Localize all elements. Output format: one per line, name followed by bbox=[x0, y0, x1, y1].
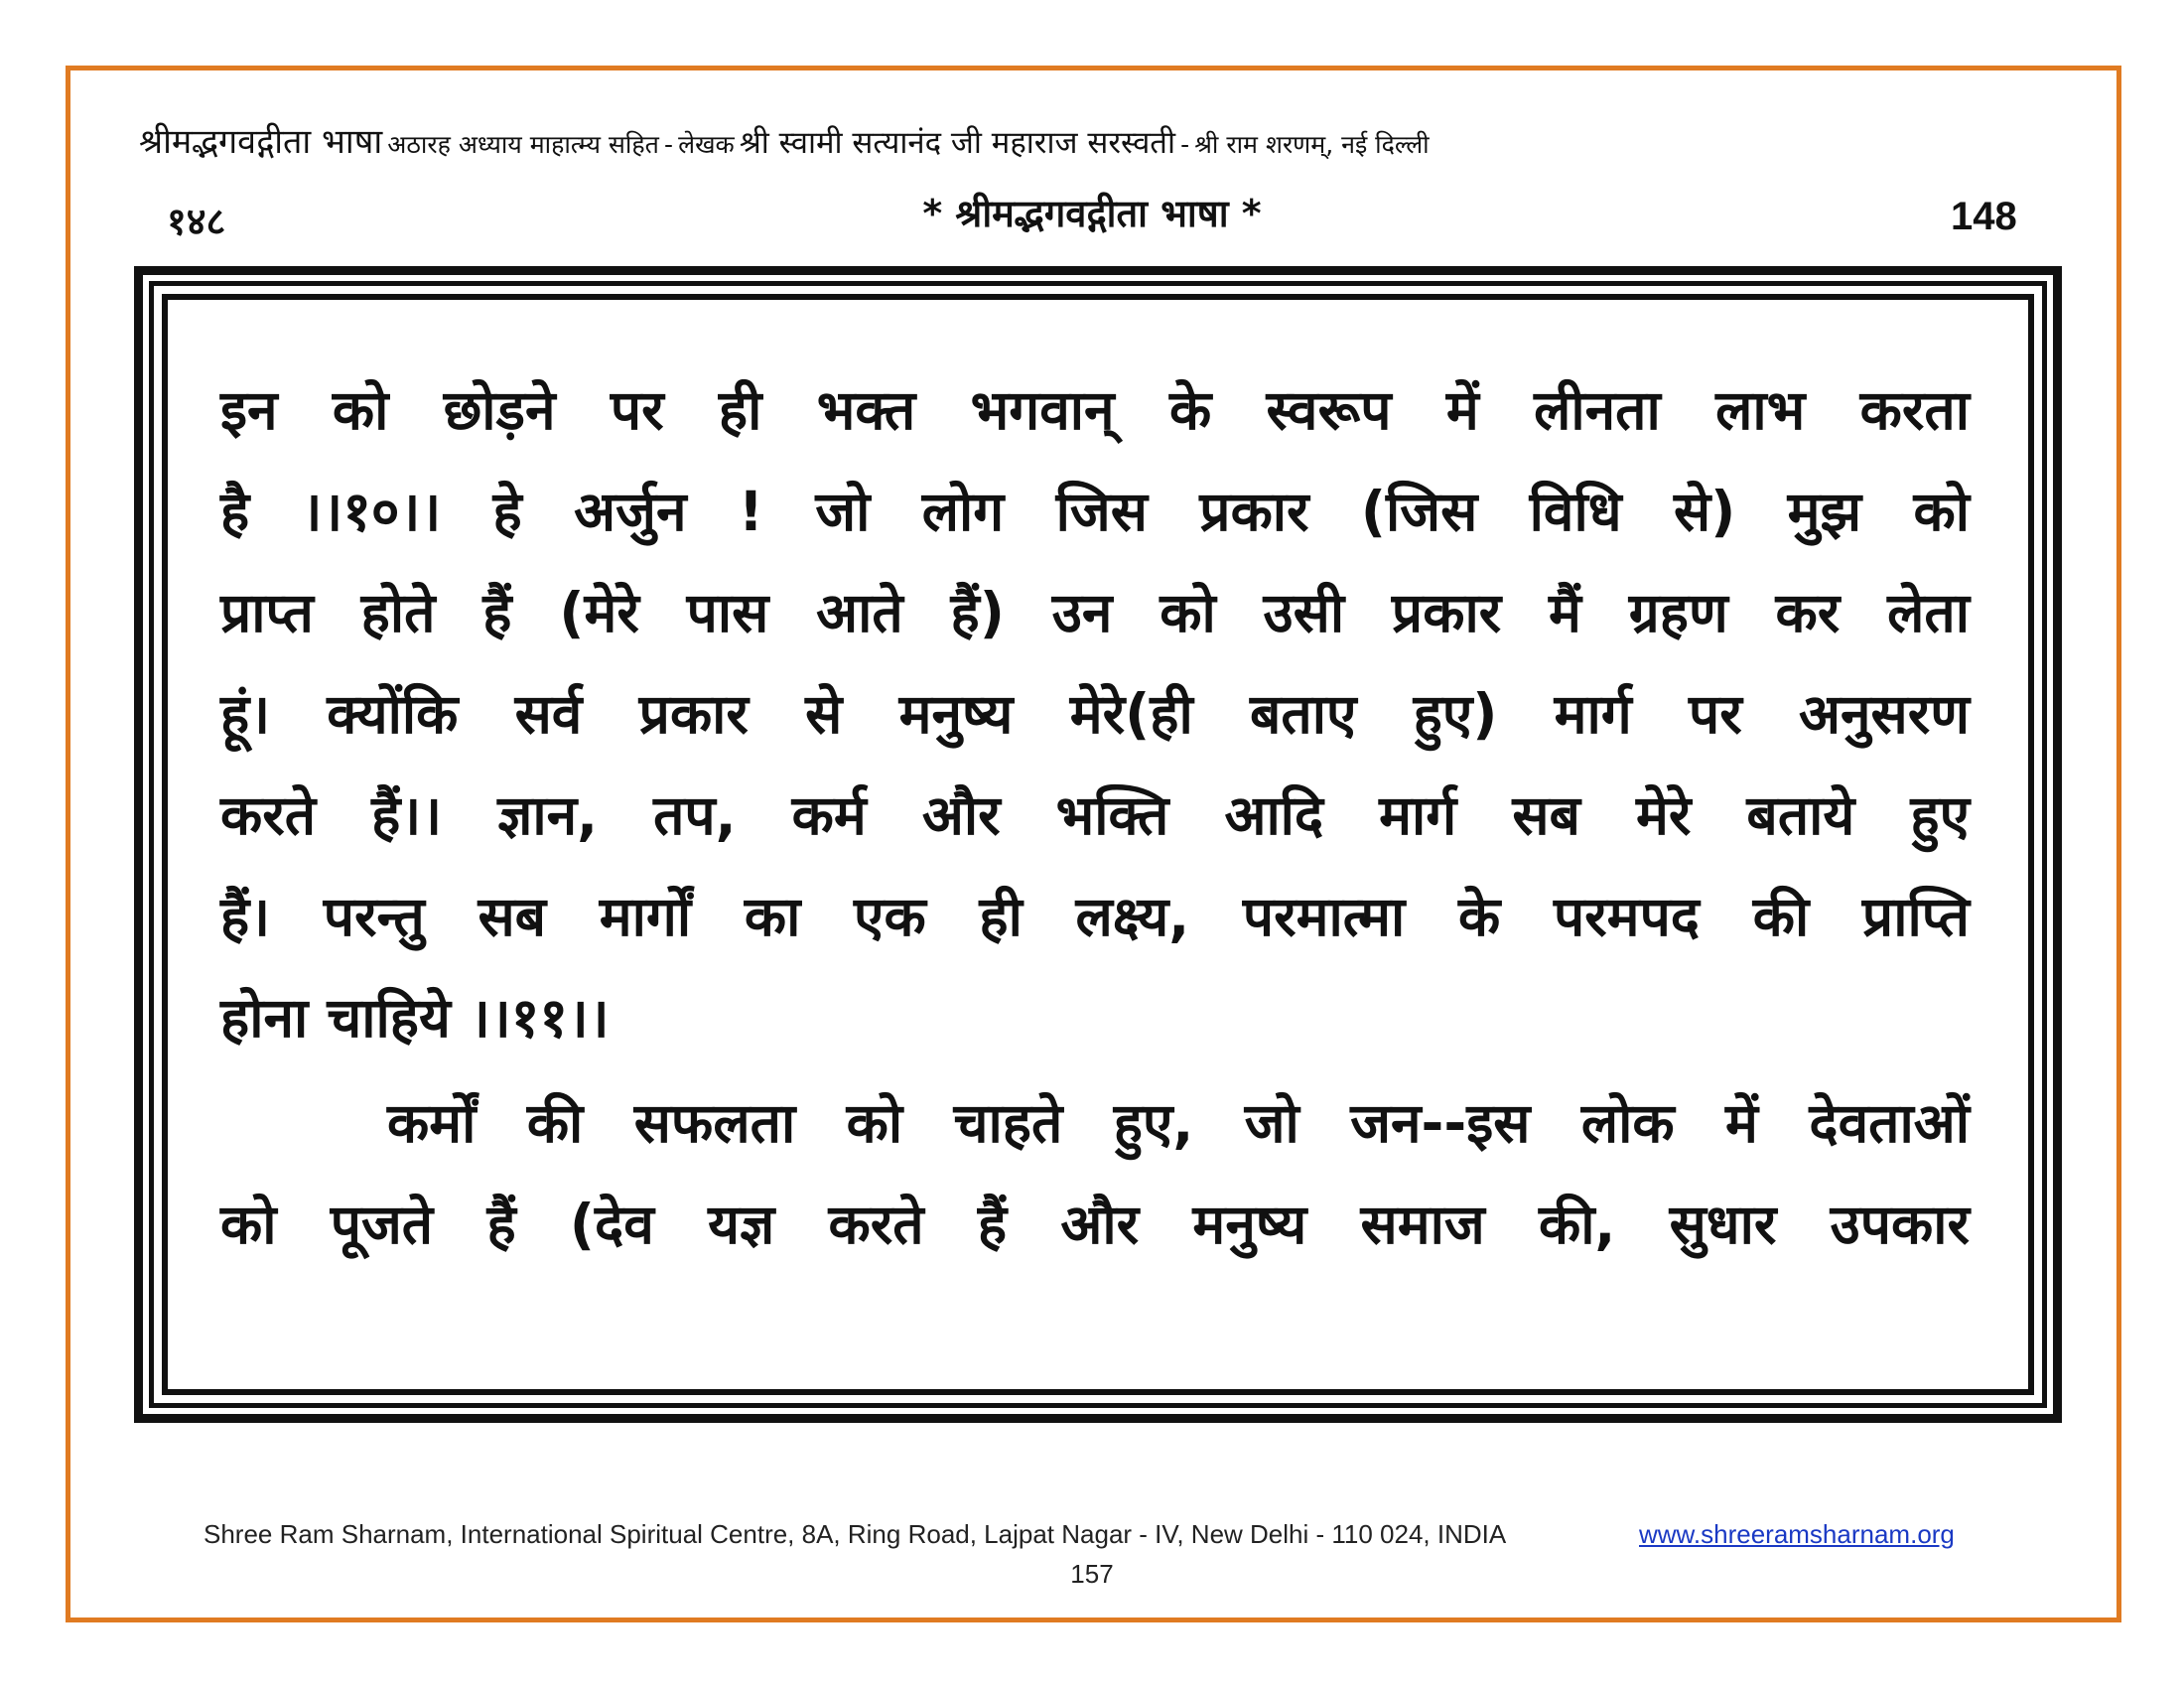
pdf-page-number: 157 bbox=[1070, 1559, 1114, 1589]
text-line: को पूजते हैं (देव यज्ञ करते हैं और मनुष्य समाज की, सुधार उपकार bbox=[220, 1193, 1970, 1256]
page-number-arabic: 148 bbox=[1951, 195, 2017, 238]
website-link[interactable]: www.shreeramsharnam.org bbox=[1639, 1519, 1955, 1549]
running-title: * श्रीमद्भगवद्गीता भाषा * bbox=[922, 192, 1262, 235]
header-separator-2: - bbox=[1180, 130, 1190, 159]
footer-address: Shree Ram Sharnam, International Spiritual Centre, 8A, Ring Road, Lajpat Nagar - IV, New Delhi - 110 024, INDIA bbox=[204, 1519, 1507, 1549]
text-line: है ।।१०।। हे अर्जुन ! जो लोग जिस प्रकार (जिस विधि से) मुझ को bbox=[220, 480, 1970, 543]
book-subtitle: अठारह अध्याय माहात्म्य सहित bbox=[387, 130, 659, 159]
text-line: इन को छोड़ने पर ही भक्त भगवान् के स्वरूप में लीनता लाभ करता bbox=[220, 378, 1970, 442]
book-title: श्रीमद्भगवद्गीता भाषा bbox=[139, 122, 383, 162]
author-name: श्री स्वामी सत्यानंद जी महाराज सरस्वती bbox=[739, 125, 1175, 161]
text-line: हूं। क्योंकि सर्व प्रकार से मनुष्य मेरे(ही बताए हुए) मार्ग पर अनुसरण bbox=[220, 682, 1970, 746]
publisher-name: श्री राम शरणम्, नई दिल्ली bbox=[1194, 130, 1430, 159]
text-line: प्राप्त होते हैं (मेरे पास आते हैं) उन को उसी प्रकार मैं ग्रहण कर लेता bbox=[220, 581, 1970, 644]
text-line: करते हैं।। ज्ञान, तप, कर्म और भक्ति आदि मार्ग सब मेरे बताये हुए bbox=[220, 783, 1970, 847]
verse-commentary bbox=[220, 359, 1970, 1275]
text-line: कर्मों की सफलता को चाहते हुए, जो जन--इस लोक में देवताओं bbox=[387, 1091, 1970, 1155]
text-line: हैं। परन्तु सब मार्गों का एक ही लक्ष्य, परमात्मा के परमपद की प्राप्ति bbox=[220, 885, 1970, 948]
header-separator: - bbox=[664, 130, 674, 159]
book-header bbox=[139, 117, 2055, 173]
page-number-devanagari: १४८ bbox=[167, 200, 226, 243]
text-line: होना चाहिये ।।११।। bbox=[220, 986, 610, 1050]
author-prefix: लेखक bbox=[678, 130, 735, 159]
